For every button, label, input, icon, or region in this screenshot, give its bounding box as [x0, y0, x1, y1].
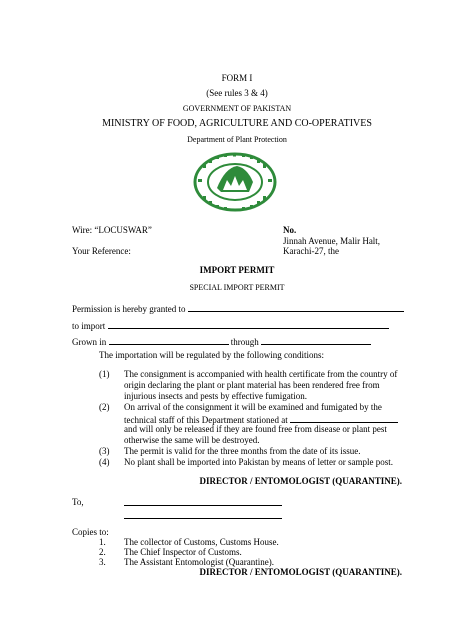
copy-number: 2.: [99, 547, 106, 557]
recipient-field-2[interactable]: [124, 518, 282, 519]
permission-field-row: [72, 302, 404, 314]
condition-text: origin declaring the plant or plant material has been rendered free from: [124, 380, 380, 390]
rules-reference: (See rules 3 & 4): [206, 88, 268, 98]
grown-in-label: Grown in: [72, 337, 107, 347]
import-field-row: [72, 319, 389, 331]
wire-address: Wire: “LOCUSWAR”: [72, 225, 152, 235]
document-title: IMPORT PERMIT: [199, 265, 275, 275]
document-subtitle: SPECIAL IMPORT PERMIT: [189, 283, 285, 292]
condition-text: On arrival of the consignment it will be examined and fumigated by the: [124, 402, 382, 412]
address-line-1: Jinnah Avenue, Malir Halt,: [283, 236, 381, 246]
your-reference-label: Your Reference:: [72, 246, 131, 256]
grantee-name-field[interactable]: [188, 302, 404, 312]
grown-in-field[interactable]: [109, 335, 229, 345]
government-heading: GOVERNMENT OF PAKISTAN: [182, 104, 292, 113]
permission-label: Permission is hereby granted to: [72, 304, 186, 314]
to-import-label: to import: [72, 321, 106, 331]
permit-number-label: No.: [283, 225, 297, 235]
through-label: through: [230, 337, 259, 347]
copy-number: 1.: [99, 537, 106, 547]
ministry-heading: MINISTRY OF FOOD, AGRICULTURE AND CO-OPERATIVES: [102, 118, 372, 129]
copy-recipient: The collector of Customs, Customs House.: [124, 537, 279, 547]
signature-title: DIRECTOR / ENTOMOLOGIST (QUARANTINE).: [199, 476, 402, 486]
to-label: To,: [72, 497, 84, 507]
condition-text: and will only be released if they are found free from disease or plant pest: [124, 424, 387, 434]
government-seal-icon: [193, 152, 277, 212]
address-line-2: Karachi-27, the: [283, 246, 339, 256]
condition-text: otherwise the same will be destroyed.: [124, 435, 260, 445]
condition-text: The consignment is accompanied with health certificate from the country of: [124, 369, 398, 379]
origin-field-row: [72, 335, 371, 347]
condition-text: injurious insects and pests by effective fumigation.: [124, 391, 308, 401]
condition-number: (1): [99, 369, 110, 379]
form-title: FORM I: [221, 73, 253, 83]
signature-title: DIRECTOR / ENTOMOLOGIST (QUARANTINE).: [199, 567, 402, 577]
recipient-field-1[interactable]: [124, 505, 282, 506]
copy-recipient: The Chief Inspector of Customs.: [124, 547, 242, 557]
copies-label: Copies to:: [72, 527, 109, 537]
condition-number: (2): [99, 402, 110, 412]
import-item-field[interactable]: [108, 319, 389, 329]
condition-number: (3): [99, 446, 110, 456]
through-field[interactable]: [261, 335, 371, 345]
condition-number: (4): [99, 457, 110, 467]
condition-text: technical staff of this Department stationed at: [124, 415, 288, 425]
station-field[interactable]: [290, 413, 398, 423]
copy-number: 3.: [99, 557, 106, 567]
condition-text: The permit is valid for the three months from the date of its issue.: [124, 446, 361, 456]
condition-text: No plant shall be imported into Pakistan by means of letter or sample post.: [124, 457, 393, 467]
department-heading: Department of Plant Protection: [187, 135, 287, 144]
conditions-intro: The importation will be regulated by the following conditions:: [99, 350, 324, 360]
copy-recipient: The Assistant Entomologist (Quarantine).: [124, 557, 274, 567]
